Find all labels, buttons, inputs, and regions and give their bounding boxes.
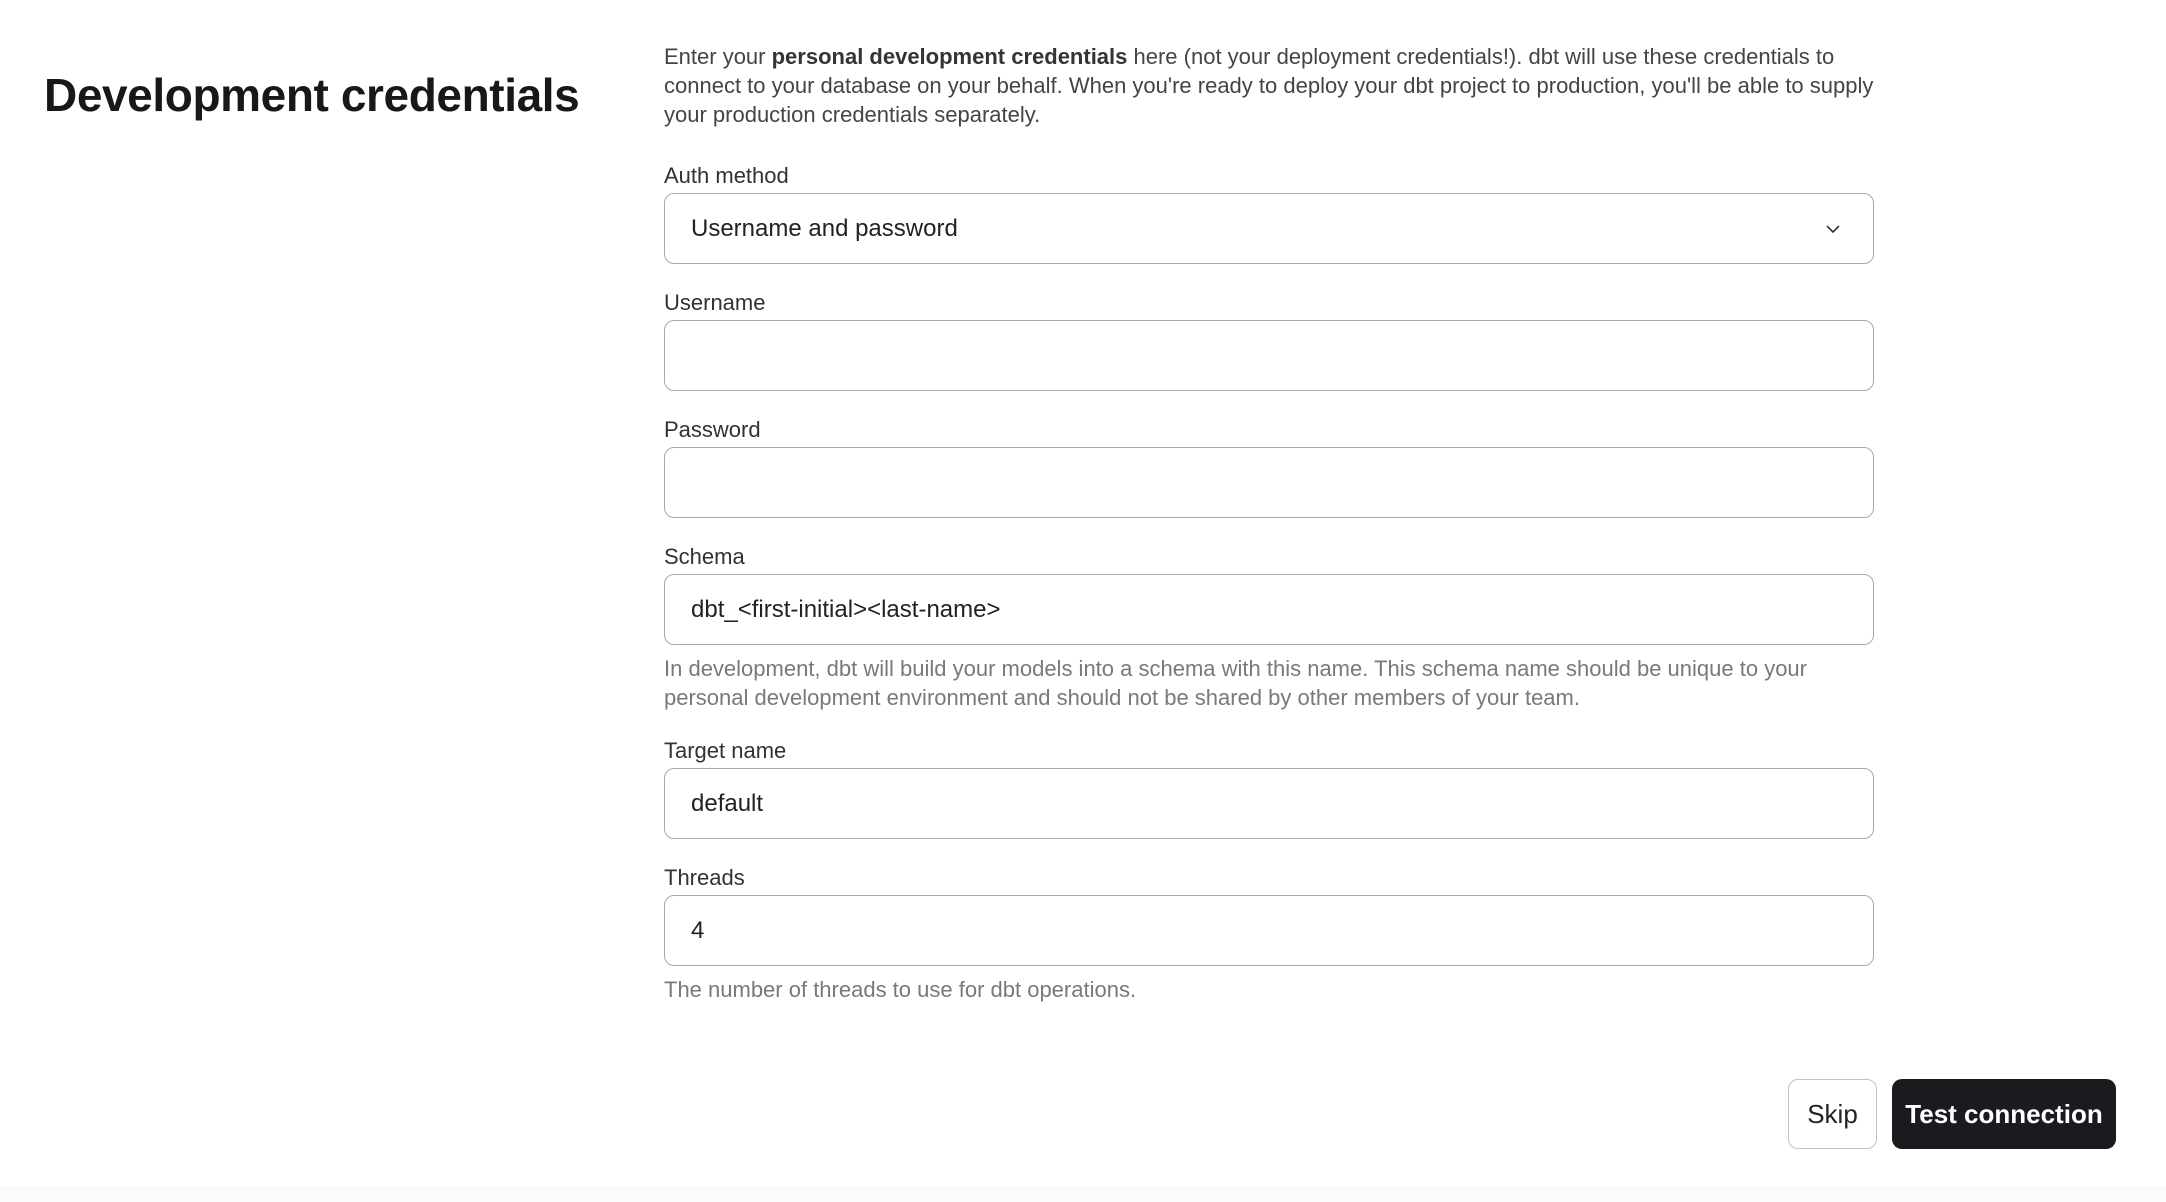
intro-text-pre: Enter your: [664, 44, 772, 69]
password-field: [664, 417, 1874, 518]
username-label: Username: [664, 290, 766, 315]
target-name-input[interactable]: [664, 768, 1874, 839]
credentials-form: [664, 42, 1874, 1030]
test-connection-button[interactable]: Test connection: [1892, 1079, 2116, 1149]
auth-method-selected-value: Username and password: [691, 214, 958, 242]
intro-text-bold: personal development credentials: [771, 44, 1128, 69]
target-name-field: [664, 738, 1874, 839]
threads-label: Threads: [664, 865, 745, 890]
chevron-down-icon: [1823, 219, 1843, 239]
schema-field: [664, 544, 1874, 712]
skip-button[interactable]: Skip: [1788, 1079, 1877, 1149]
password-label: Password: [664, 417, 761, 442]
threads-field: [664, 865, 1874, 1004]
username-field: [664, 290, 1874, 391]
intro-text: [664, 42, 1874, 129]
threads-input[interactable]: [664, 895, 1874, 966]
intro-text-post: here (not your deployment credentials!). dbt will use these credentials to connect to your database on your behalf. When you're ready to deploy your dbt project to production, you'll be able to supply your production credentials separately.: [664, 44, 1874, 127]
auth-method-label: Auth method: [664, 163, 789, 188]
auth-method-select[interactable]: [664, 193, 1874, 264]
username-input[interactable]: [664, 320, 1874, 391]
target-name-label: Target name: [664, 738, 787, 763]
page-title: Development credentials: [44, 68, 580, 121]
schema-label: Schema: [664, 544, 745, 569]
schema-input[interactable]: [664, 574, 1874, 645]
threads-help-text: The number of threads to use for dbt operations.: [664, 977, 1137, 1002]
auth-method-field: [664, 163, 1874, 264]
password-input[interactable]: [664, 447, 1874, 518]
schema-help-text: In development, dbt will build your models into a schema with this name. This schema name should be unique to your personal development environment and should not be shared by other members of your team.: [664, 656, 1807, 710]
footer-divider: [0, 1188, 2166, 1202]
